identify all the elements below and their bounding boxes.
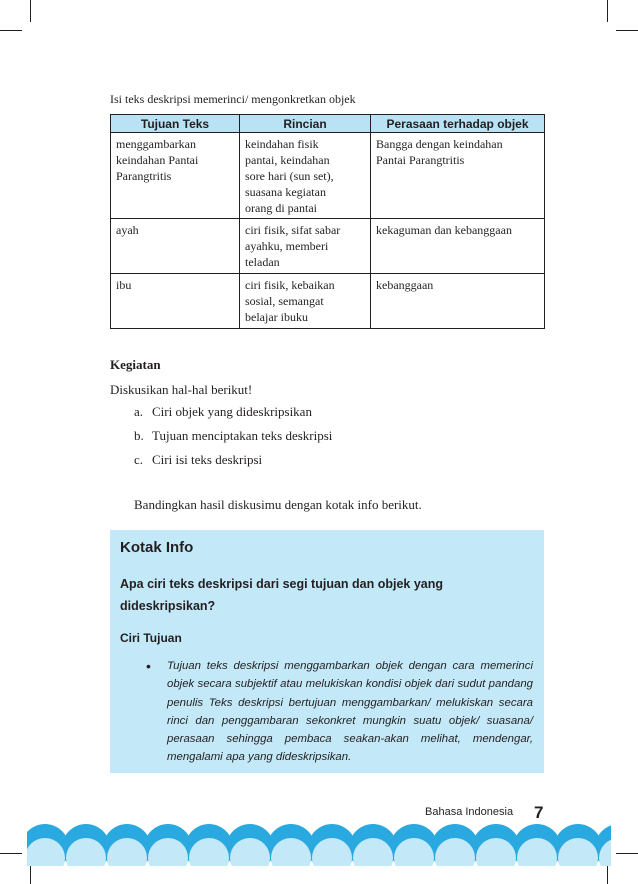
header-rincian: Rincian: [240, 115, 371, 133]
header-perasaan: Perasaan terhadap objek: [371, 115, 545, 133]
table-header-row: [111, 115, 545, 133]
kegiatan-intro: Diskusikan hal-hal berikut!: [110, 382, 253, 397]
bullet-icon: •: [146, 658, 151, 674]
info-box-subheading: Ciri Tujuan: [120, 631, 182, 645]
description-table: [110, 114, 545, 329]
info-box: [110, 530, 544, 773]
wave-decoration-icon: [27, 820, 611, 866]
table-row: [111, 274, 545, 329]
cell-tujuan: menggambarkan keindahan Pantai Parangtritis: [111, 133, 240, 219]
table-row: [111, 219, 545, 274]
crop-mark: [616, 30, 638, 31]
crop-mark: [0, 853, 22, 854]
list-item: [134, 404, 312, 420]
footer-page-number: 7: [534, 803, 544, 822]
cell-tujuan: ayah: [111, 219, 240, 274]
header-tujuan-teks: Tujuan Teks: [111, 115, 240, 133]
list-item-text: Ciri objek yang dideskripsikan: [152, 404, 312, 419]
cell-rincian: ciri fisik, kebaikan sosial, semangat belajar ibuku: [240, 274, 371, 329]
kegiatan-heading: Kegiatan: [110, 357, 161, 372]
cell-tujuan: ibu: [111, 274, 240, 329]
crop-mark: [616, 853, 638, 854]
table-row: [111, 133, 545, 219]
cell-rincian: ciri fisik, sifat sabar ayahku, memberi teladan: [240, 219, 371, 274]
list-item-text: Ciri isi teks deskripsi: [152, 452, 263, 467]
cell-perasaan: Bangga dengan keindahan Pantai Parangtritis: [371, 133, 545, 219]
list-marker: c.: [134, 452, 144, 467]
crop-mark: [0, 30, 22, 31]
cell-rincian: keindahan fisik pantai, keindahan sore hari (sun set), suasana kegiatan orang di pantai: [240, 133, 371, 219]
info-box-bullet-text: Tujuan teks deskripsi menggambarkan objek dengan cara memerinci objek secara subjektif atau melukiskan kondisi objek dari sudut pandang penulis Teks deskripsi bertujuan menggambarkan/ melukiskan secara rinci dan penggambaran sekonkret mungkin suatu objek/ suasana/ perasaan sehingga pembaca seakan-akan melihat, mendengar, mengalami apa yang dideskripsikan.: [167, 660, 533, 764]
table-caption: Isi teks deskripsi memerinci/ mengonkretkan objek: [110, 92, 356, 106]
crop-mark: [607, 0, 608, 22]
info-box-title: Kotak Info: [120, 539, 194, 556]
crop-mark: [30, 0, 31, 22]
cell-perasaan: kebanggaan: [371, 274, 545, 329]
cell-perasaan: kekaguman dan kebanggaan: [371, 219, 545, 274]
list-item-text: Tujuan menciptakan teks deskripsi: [152, 428, 333, 443]
compare-instruction: Bandingkan hasil diskusimu dengan kotak info berikut.: [134, 497, 422, 512]
info-box-question: Apa ciri teks deskripsi dari segi tujuan dan objek yang dideskripsikan?: [120, 577, 444, 613]
footer-book-title: Bahasa Indonesia: [425, 806, 514, 818]
list-marker: b.: [134, 428, 144, 443]
list-item: [134, 452, 262, 468]
list-item: [134, 428, 332, 444]
list-marker: a.: [134, 404, 144, 419]
